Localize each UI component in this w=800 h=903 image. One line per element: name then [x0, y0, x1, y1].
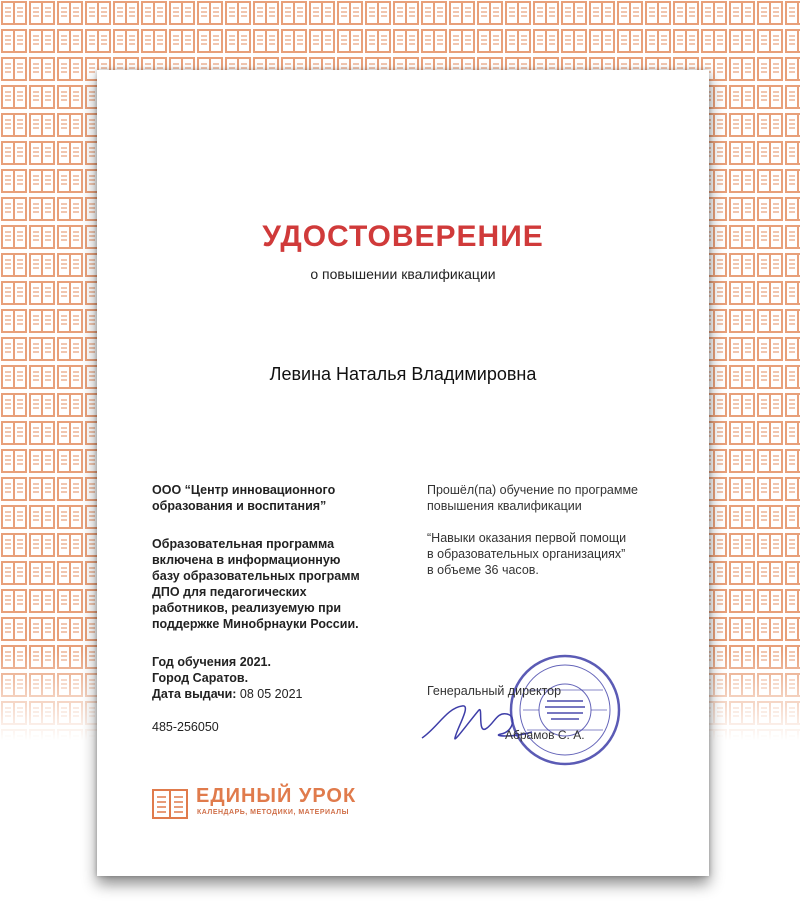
city: Город Саратов.: [152, 671, 249, 685]
organization-name: ООО “Центр инновационного образования и воспитания”: [152, 483, 336, 513]
issue-date-value: 08 05 2021: [236, 687, 303, 701]
edinyi-urok-logo: [152, 785, 412, 825]
logo-name: ЕДИНЫЙ УРОК: [196, 785, 357, 807]
issue-date-label: Дата выдачи:: [152, 687, 237, 701]
certificate-sheet: [97, 70, 709, 876]
certificate-subtitle: о повышении квалификации: [310, 266, 496, 282]
stamp-icon: [505, 650, 625, 770]
recipient-name: Левина Наталья Владимировна: [269, 364, 537, 384]
logo-tagline: КАЛЕНДАРЬ, МЕТОДИКИ, МАТЕРИАЛЫ: [197, 809, 349, 816]
signatory-title: Генеральный директор: [427, 684, 562, 698]
certificate-title: УДОСТОВЕРЕНИЕ: [262, 220, 544, 253]
program-note: Образовательная программа включена в информационную базу образовательных программ ДПО для педагогических работников, реализуемую при поддержке Минобрнауки России.: [152, 537, 360, 631]
course-title: “Навыки оказания первой помощи в образовательных организациях” в объеме 36 часов.: [427, 531, 627, 577]
right-column: [427, 482, 687, 594]
study-year: Год обучения 2021.: [152, 655, 271, 669]
completed-training-text: Прошёл(па) обучение по программе повышения квалификации: [427, 483, 639, 513]
issue-date: [152, 686, 412, 702]
registration-number: 485-256050: [152, 720, 219, 734]
signatory-name: Абрамов С. А.: [505, 728, 585, 742]
book-icon: [152, 789, 188, 819]
left-column: [152, 482, 412, 702]
